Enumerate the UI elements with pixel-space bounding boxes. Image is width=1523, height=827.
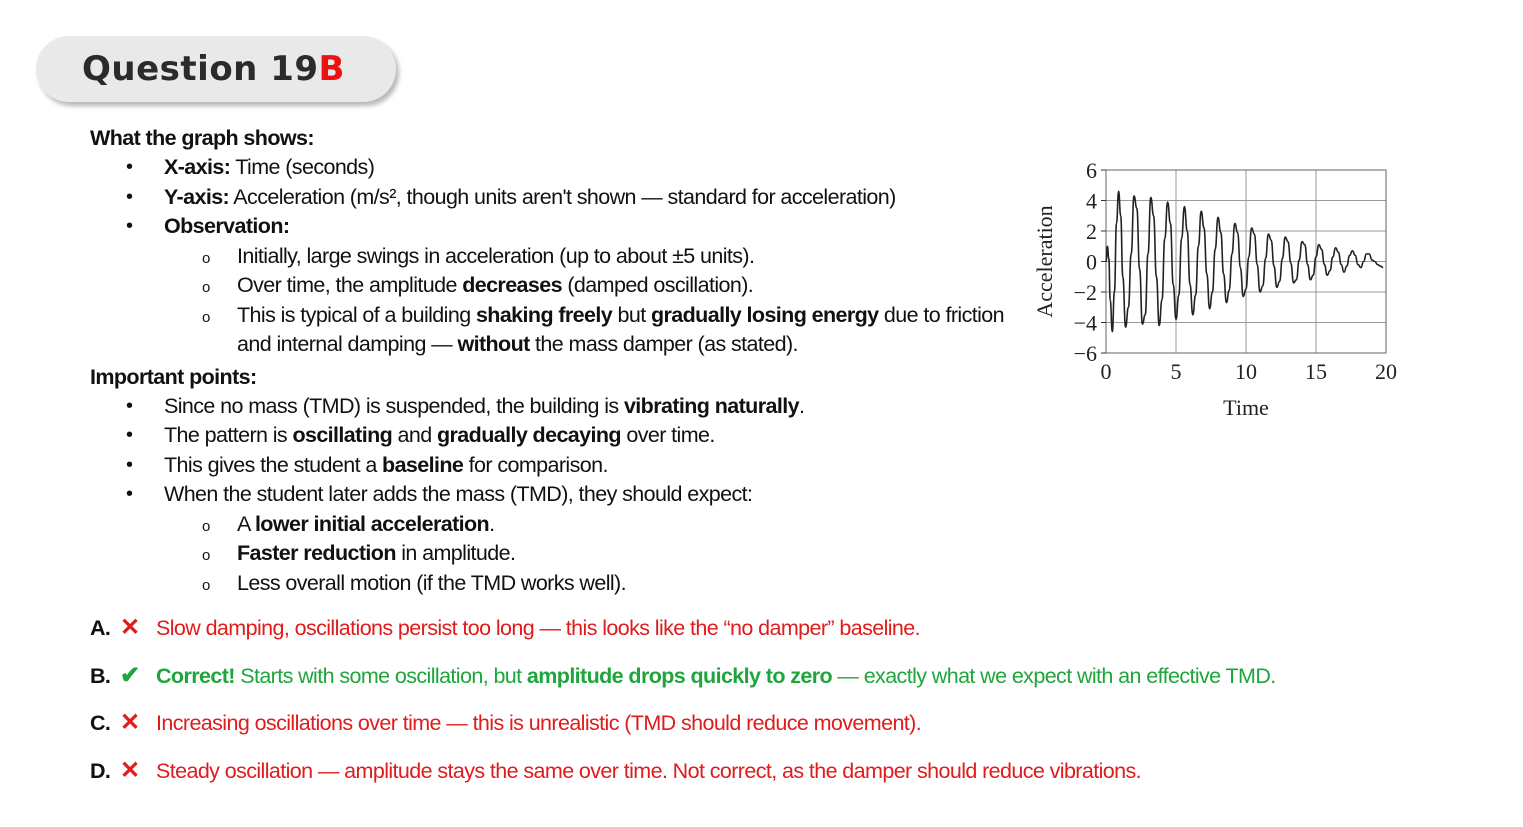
- bullet-xaxis: [90, 153, 1020, 183]
- obs-sub3-c: but: [612, 302, 651, 327]
- answer-text-c: Increasing oscillations over time — this is unrealistic (TMD should reduce movement).: [156, 711, 922, 735]
- bullet-yaxis: [90, 183, 1020, 213]
- explanation-body: [90, 124, 1020, 598]
- answer-option-d[interactable]: [90, 755, 1490, 803]
- p1-b: vibrating naturally: [623, 393, 799, 418]
- p2-a: The pattern is: [164, 423, 293, 447]
- y-tick-label: −6: [1073, 341, 1097, 366]
- obs-sub2-c: (damped oscillation).: [562, 273, 754, 297]
- y-tick-label: 2: [1086, 219, 1097, 244]
- obs-sub2-b: decreases: [462, 273, 562, 297]
- yaxis-text: Acceleration (m/s², though units aren't shown — standard for acceleration): [229, 184, 896, 209]
- points-section-heading: Important points:: [90, 364, 257, 389]
- y-tick-label: 6: [1086, 158, 1097, 183]
- xaxis-text: Time (seconds): [230, 155, 375, 179]
- x-tick-label: 10: [1235, 359, 1257, 384]
- cross-icon: ✕: [120, 614, 140, 641]
- y-tick-label: −4: [1073, 310, 1097, 336]
- observation-sub-2: [90, 271, 1020, 301]
- p2-d: gradually decaying: [437, 423, 621, 447]
- s1-b: lower initial acceleration: [254, 511, 490, 536]
- point-sub-2: [90, 539, 1020, 569]
- p1-c: .: [798, 393, 805, 418]
- s1-a: A: [237, 511, 255, 536]
- answer-text-a: Slow damping, oscillations persist too long — this looks like the “no damper” baseline.: [156, 616, 921, 640]
- graph-section-heading: What the graph shows:: [90, 126, 314, 150]
- p1-a: Since no mass (TMD) is suspended, the building is: [164, 393, 624, 418]
- title-main: Question 19: [82, 49, 319, 89]
- answer-text-d: Steady oscillation — amplitude stays the same over time. Not correct, as the damper should reduce vibrations.: [156, 758, 1142, 783]
- acceleration-chart: [1020, 150, 1440, 430]
- answer-option-b[interactable]: [90, 660, 1490, 708]
- question-title-pill: [36, 36, 396, 102]
- s3-text: Less overall motion (if the TMD works well).: [237, 570, 626, 595]
- obs-sub3-f: without: [457, 332, 530, 356]
- obs-sub2-a: Over time, the amplitude: [237, 273, 463, 297]
- s1-c: .: [489, 511, 495, 536]
- bullet-observation: [90, 212, 1020, 242]
- s2-b: in amplitude.: [395, 541, 516, 565]
- answer-text-b: [156, 660, 1276, 692]
- point-2: [90, 421, 1020, 451]
- point-4: [90, 480, 1020, 510]
- title-suffix: B: [318, 49, 345, 89]
- answer-b-t1: Starts with some oscillation, but: [234, 663, 527, 688]
- answer-b-correct-label: Correct!: [156, 663, 235, 688]
- obs-sub3-b: shaking freely: [475, 302, 613, 327]
- p2-c: and: [392, 423, 437, 447]
- cross-icon: ✕: [120, 709, 140, 736]
- obs-sub1-text: Initially, large swings in acceleration (up to about ±5 units).: [237, 243, 755, 268]
- chart-svg: [1020, 150, 1440, 430]
- answer-letter-b: B.: [90, 663, 111, 688]
- answer-letter-d: D.: [90, 758, 111, 783]
- p2-e: over time.: [620, 423, 715, 447]
- point-3: [90, 451, 1020, 481]
- observation-sub-1: [90, 242, 1020, 272]
- x-tick-label: 5: [1170, 359, 1182, 384]
- answer-options: [90, 612, 1490, 802]
- obs-sub3-e: due to friction and internal damping —: [237, 302, 1004, 356]
- s2-a: Faster reduction: [237, 541, 396, 565]
- answer-b-bold2: amplitude drops quickly to zero: [526, 663, 833, 688]
- p3-c: for comparison.: [463, 452, 608, 477]
- x-tick-label: 20: [1375, 359, 1397, 384]
- p3-b: baseline: [382, 452, 464, 477]
- x-tick-label: 15: [1305, 359, 1327, 384]
- answer-letter-a: A.: [90, 616, 111, 640]
- page-title: [82, 49, 345, 89]
- observation-sub-3: [90, 301, 1020, 360]
- x-tick-label: 0: [1100, 359, 1112, 384]
- y-tick-label: −2: [1073, 280, 1097, 305]
- obs-sub3-a: This is typical of a building: [237, 302, 476, 327]
- point-1: [90, 392, 1020, 422]
- obs-sub3-d: gradually losing energy: [650, 302, 879, 327]
- y-tick-label: 0: [1086, 249, 1097, 275]
- p4-text: When the student later adds the mass (TMD), they should expect:: [164, 482, 753, 506]
- y-axis-label: Acceleration: [1032, 205, 1057, 318]
- p3-a: This gives the student a: [164, 452, 383, 477]
- xaxis-label: X-axis:: [164, 155, 231, 179]
- check-icon: ✔: [120, 661, 140, 689]
- answer-option-a[interactable]: [90, 612, 1490, 660]
- answer-option-c[interactable]: [90, 707, 1490, 755]
- point-sub-1: [90, 510, 1020, 540]
- y-tick-label: 4: [1086, 188, 1097, 214]
- p2-b: oscillating: [292, 423, 393, 447]
- observation-label: Observation:: [164, 214, 290, 238]
- answer-b-t2: — exactly what we expect with an effective TMD.: [832, 663, 1276, 688]
- x-axis-label: Time: [1223, 395, 1269, 420]
- point-sub-3: [90, 569, 1020, 599]
- answer-letter-c: C.: [90, 711, 111, 735]
- yaxis-label: Y-axis:: [164, 184, 230, 209]
- obs-sub3-g: the mass damper (as stated).: [529, 332, 798, 356]
- cross-icon: ✕: [120, 756, 140, 784]
